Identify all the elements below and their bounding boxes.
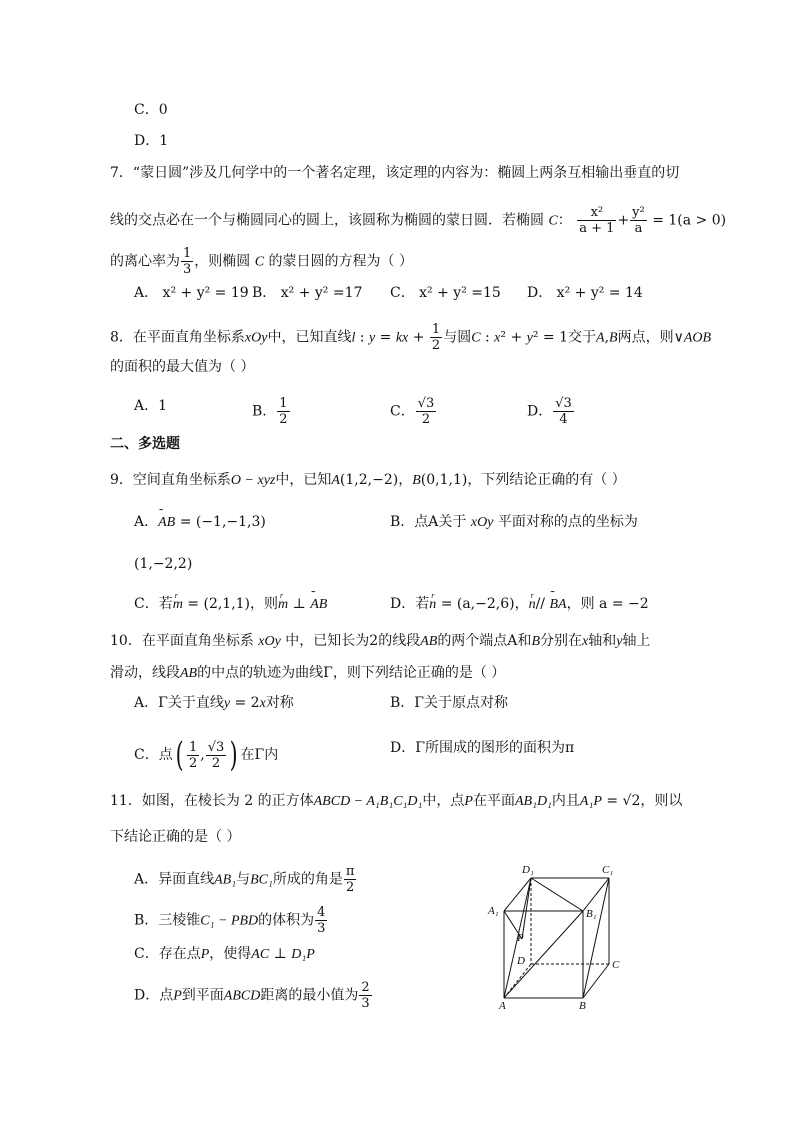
q8-option-d: D． $\frac{√3}{4}$ xyxy=(527,396,572,427)
q10-option-c: C．点( $\frac{1}{2}$ , $\frac{√3}{2}$ ) 在Γ内 xyxy=(134,735,279,775)
q11-line1: 11．如图，在棱长为 2 的正方体ABCD − A₁B₁C₁D₁中，点P在平面AB₁D₁内且A₁P = √2，则以 xyxy=(110,793,683,809)
q9-option-b: B．点A关于 xOy 平面对称的点的坐标为 xyxy=(390,514,638,530)
line-b1d1 xyxy=(531,878,583,911)
q7-option-b: B． x² + y² =17 xyxy=(252,285,363,301)
q9-option-b-value: (1,−2,2) xyxy=(134,556,193,572)
q7-option-c: C． x² + y² =15 xyxy=(390,285,501,301)
q9-option-d: D．若r n = (a,−2,6)，r n// ˜˜ BA，则 a = −2 xyxy=(390,594,649,615)
q10-line1: 10．在平面直角坐标系 xOy 中，已知长为2的线段AB的两个端点A和B分别在x轴和y轴上 xyxy=(110,633,651,649)
q10-line2: 滑动，线段AB的中点的轨迹为曲线Γ，则下列结论正确的是（ ） xyxy=(110,665,506,681)
q11-option-a: A．异面直线AB₁与BC₁所成的角是 $\frac{\pi}{2}$ xyxy=(134,864,355,895)
label-c: C xyxy=(612,959,620,971)
label-p: P xyxy=(517,932,524,944)
q9-option-a: A．˜˜ AB = (−1,−1,3) xyxy=(134,512,266,533)
q11-option-b: B．三棱锥C₁ − PBD的体积为 $\frac{4}{3}$ xyxy=(134,905,326,936)
q8-line2: 的面积的最大值为（ ） xyxy=(110,359,255,375)
q7-line1: 7．“蒙日圆”涉及几何学中的一个著名定理，该定理的内容为：椭圆上两条互相输出垂直的切 xyxy=(110,165,680,181)
q6-option-c: C．0 xyxy=(134,102,168,118)
label-b: B xyxy=(579,1000,586,1010)
q8-line1: 8．在平面直角坐标系xOy中，已知直线l : y = kx + $\frac{1}{2}$ 与圆C : x² + y² = 1交于A,B两点，则∨AOB xyxy=(110,322,712,353)
q9-option-c: C．若r m = (2,1,1)，则r m ⊥ ˜˜ AB xyxy=(134,594,327,615)
q7-line3: 的离心率为 $\frac{1}{3}$ ，则椭圆 C 的蒙日圆的方程为（ ） xyxy=(110,246,413,277)
q7-line2: 线的交点必在一个与椭圆同心的圆上，该圆称为椭圆的蒙日圆．若椭圆 C： $\frac{\text{x²}}{a + 1}$ + $\frac{\text{y²}}{a}$ = 1(a > 0) xyxy=(110,205,727,236)
q7-option-a: A． x² + y² = 19 xyxy=(134,285,249,301)
q10-option-a: A．Γ关于直线y = 2x对称 xyxy=(134,695,294,711)
q10-option-d: D．Γ所围成的图形的面积为π xyxy=(390,740,575,756)
label-a: A xyxy=(499,1000,506,1010)
q11-option-d: D．点P到平面ABCD距离的最小值为 $\frac{2}{3}$ xyxy=(134,980,370,1011)
label-c1: C₁ xyxy=(602,864,614,876)
label-a1: A₁ xyxy=(488,905,499,917)
q9-line1: 9．空间直角坐标系O − xyz中，已知A(1,2,−2)，B(0,1,1)，下列结论正确的有（ ） xyxy=(110,472,626,488)
q6-option-d: D．1 xyxy=(134,133,169,149)
section-title: 二、多选题 xyxy=(110,436,180,452)
label-b1: B₁ xyxy=(586,908,597,920)
q10-option-b: B．Γ关于原点对称 xyxy=(390,695,509,711)
q8-option-c: C． $\frac{√3}{2}$ xyxy=(390,396,435,427)
label-d1: D₁ xyxy=(522,864,534,876)
q11-option-c: C．存在点P，使得AC ⊥ D₁P xyxy=(134,946,315,962)
q8-option-b: B． $\frac{1}{2}$ xyxy=(252,396,288,427)
q11-line2: 下结论正确的是（ ） xyxy=(110,829,241,845)
line-bc1 xyxy=(583,878,609,998)
q8-option-a: A．1 xyxy=(134,398,168,414)
label-d: D xyxy=(517,955,525,967)
cube-figure xyxy=(480,860,640,1010)
q7-option-d: D． x² + y² = 14 xyxy=(527,285,643,301)
line-ab1 xyxy=(504,911,583,998)
